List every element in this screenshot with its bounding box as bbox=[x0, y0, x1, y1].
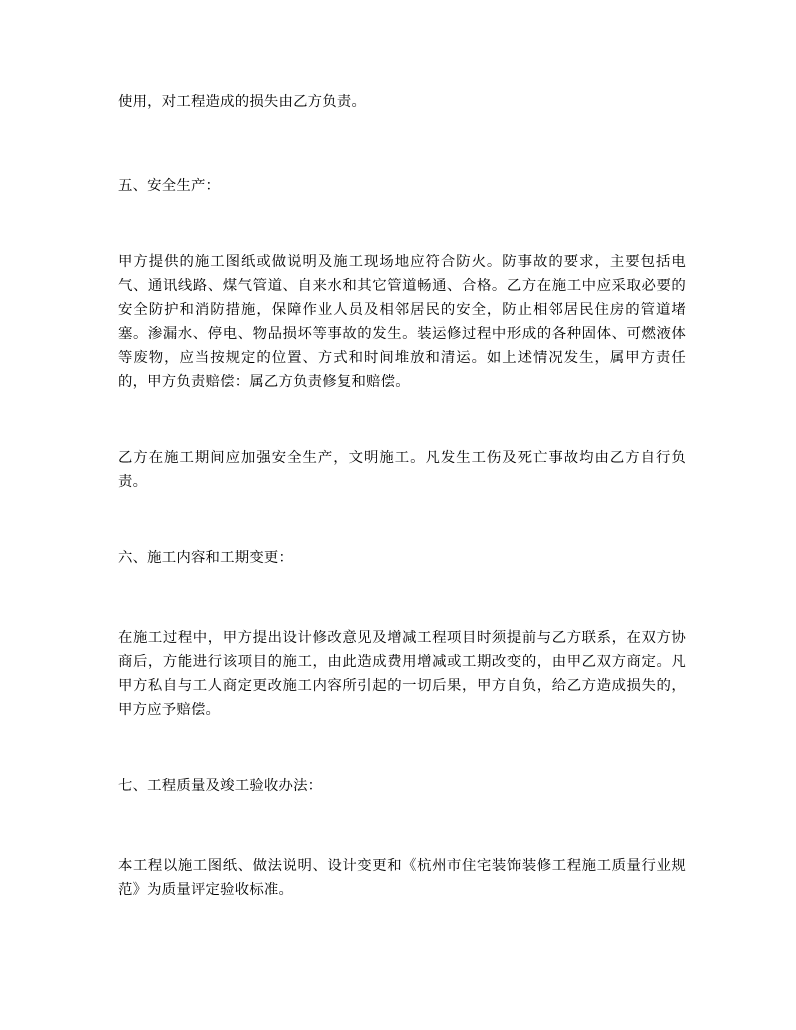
section-heading-changes: 六、施工内容和工期变更： bbox=[118, 550, 294, 566]
paragraph-quality-standard: 本工程以施工图纸、做法说明、设计变更和《杭州市住宅装饰装修工程施工质量行业规范》为质量评定验收标准。 bbox=[118, 858, 686, 898]
paragraph-safety-requirements: 甲方提供的施工图纸或做说明及施工现场地应符合防火。防事故的要求，主要包括电气、通讯线路、煤气管道、自来水和其它管道畅通、合格。乙方在施工中应采取必要的安全防护和消防措施，保障作业人员及相邻居民的安全，防止相邻居民住房的管道堵塞。渗漏水、停电、物品损坏等事故的发生。装运修过程中形成的各种固体、可燃液体等废物，应当按规定的位置、方式和时间堆放和清运。如上述情况发生，属甲方责任的，甲方负责赔偿：属乙方负责修复和赔偿。 bbox=[118, 254, 686, 390]
paragraph-changes: 在施工过程中，甲方提出设计修改意见及增减工程项目时须提前与乙方联系，在双方协商后，方能进行该项目的施工，由此造成费用增减或工期改变的，由甲乙双方商定。凡甲方私自与工人商定更改施工内容所引起的一切后果，甲方自负，给乙方造成损失的，甲方应予赔偿。 bbox=[118, 630, 686, 718]
paragraph-safety-responsibility: 乙方在施工期间应加强安全生产，文明施工。凡发生工伤及死亡事故均由乙方自行负责。 bbox=[118, 450, 686, 490]
paragraph-continuation: 使用，对工程造成的损失由乙方负责。 bbox=[118, 94, 367, 110]
section-heading-quality: 七、工程质量及竣工验收办法： bbox=[118, 778, 323, 794]
section-heading-safety: 五、安全生产： bbox=[118, 178, 221, 194]
